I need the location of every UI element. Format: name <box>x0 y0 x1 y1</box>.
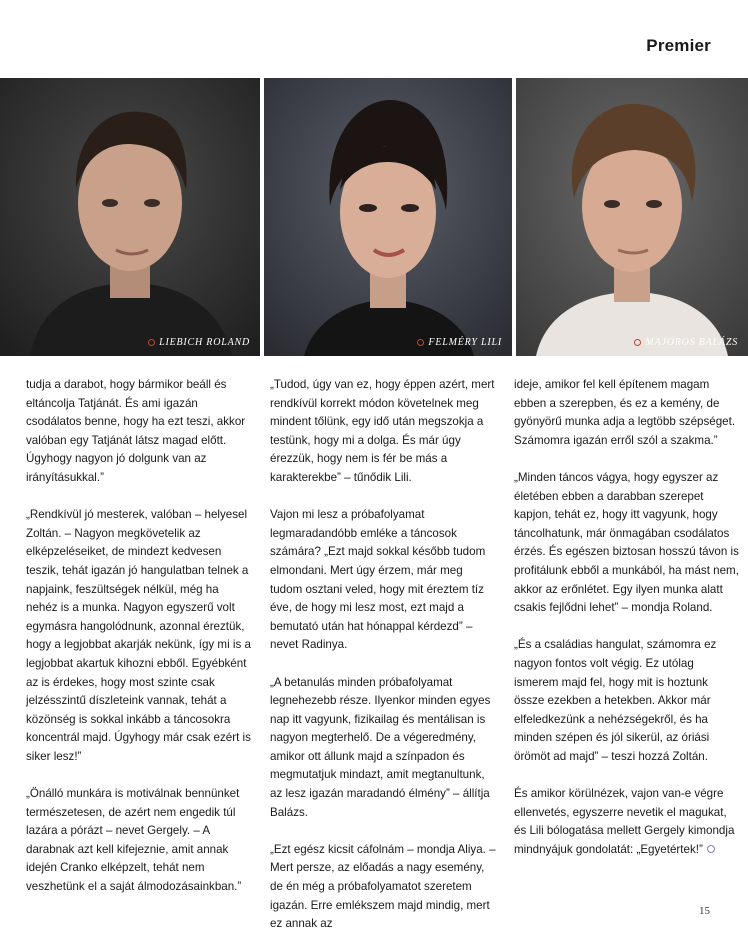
caption-bullet-icon <box>634 339 641 346</box>
portrait-photo-majoros-balazs <box>516 78 748 356</box>
caption-name: LIEBICH ROLAND <box>159 337 250 348</box>
photo-caption <box>148 337 250 348</box>
final-paragraph-text: És amikor körülnézek, vajon van-e végre ellenvetés, egyszerre nevetik el magukat, és Lili bólogatása mellett Gergely kimondja mindnyájuk gondolatát: „Egyetértek!” <box>514 787 735 856</box>
portrait-photo-liebich-roland <box>0 78 260 356</box>
paragraph: „Tudod, úgy van ez, hogy éppen azért, mert rendkívül korrekt módon követelnek meg mindent tőlünk, egy idő után megszokja a testünk, hogy mi a dolga. És már úgy érezzük, hogy nem is fér be más a karakterekbe” – tűnődik Lili. <box>270 378 495 484</box>
paragraph: „Ezt egész kicsit cáfolnám – mondja Aliya. – Mert persze, az előadás a nagy esemény, de én még a próbafolyamatot szeretem igazán. Erre emlékszem majd mindig, mert ez annak az <box>270 842 496 931</box>
paragraph: Vajon mi lesz a próbafolyamat legmaradandóbb emléke a táncosok számára? „Ezt majd sokkal később tudom elmondani. Mert úgy érzem, már meg tudom osztani veled, hogy mit éreztem tíz éve, de hogy mi lesz most, ezt majd a bemutató után hat hónappal kérdezd” – nevet Radinya. <box>270 508 486 652</box>
photo-caption <box>417 337 502 348</box>
portrait-illustration <box>516 78 748 356</box>
caption-bullet-icon <box>148 339 155 346</box>
paragraph: „És a családias hangulat, számomra ez nagyon fontos volt végig. Ez utólag ismerem majd fel, hogy mit is hoztunk össze ezekben a hetekben. Akkor már elfeledkezünk a nehézségekről, és ha minden szépen és jól sikerül, az óriási örömöt ad majd” – teszi hozzá Zoltán. <box>514 638 717 763</box>
paragraph: „Önálló munkára is motiválnak bennünket természetesen, de azért nem engedik túl lazára a pórázt – nevet Gergely. – A darabnak azt kell kifejeznie, amit annak idején Cranko elképzelt, tehát nem veszhetünk el a saját álmodozásainkban.” <box>26 787 242 894</box>
paragraph: „Minden táncos vágya, hogy egyszer az életében ebben a darabban szerepet kapjon, tehát ez, hogy itt vagyunk, hogy táncolhatunk, már önmagában csodálatos érzés. És egészen biztosan hosszú távon is profitálunk ebből a munkából, ha mást nem, akkor az erőnlétet. Egy ilyen munka alatt csakis fejlődni lehet” – mondja Roland. <box>514 470 739 615</box>
caption-name: MAJOROS BALÁZS <box>645 337 738 348</box>
text-column-1 <box>26 376 252 897</box>
section-title: Premier <box>646 36 711 55</box>
caption-bullet-icon <box>417 339 424 346</box>
paragraph: tudja a darabot, hogy bármikor beáll és eltáncolja Tatjánát. És ami igazán csodálatos benne, hogy ha ezt teszi, akkor valóban egy Tatjánát látsz magad előtt. Úgyhogy nagyon jó dolgunk van az irányításukkal.” <box>26 378 246 484</box>
paragraph: „Rendkívül jó mesterek, valóban – helyesel Zoltán. – Nagyon megkövetelik az elképzeléseiket, de mindezt kedvesen teszik, tehát igazán jó hangulatban telnek a napjaink, feszültségek nélkül, még ha nehéz is a munka. Nagyon egyszerű volt egymásra hangolódnunk, azonnal éreztük, hogy a legjobbat akarják nekünk, így mi is a legjobbat akartuk kihozni ebből. Egyébként az is érdekes, hogy most szinte csak jelzésszintű díszleteink vannak, tehát a közönség is sokkal inkább a táncosokra koncentrál majd. Úgyhogy már csak ezért is siker lesz!” <box>26 508 251 763</box>
paragraph-final <box>514 785 740 859</box>
page-number: 15 <box>699 905 710 917</box>
portrait-illustration <box>0 78 260 356</box>
paragraph: „A betanulás minden próbafolyamat legnehezebb része. Ilyenkor minden egyes nap itt vagyunk, fizikailag és mentálisan is nagyon megterhelő. De a végeredmény, amikor ott állunk majd a színpadon és megmutatjuk mindazt, amit megtanultunk, az lesz igazán maradandó élmény” – állítja Balázs. <box>270 675 491 819</box>
portrait-illustration <box>264 78 512 356</box>
text-column-2 <box>270 376 496 934</box>
article-end-circle-icon <box>707 845 715 853</box>
portrait-photo-felmery-lili <box>264 78 512 356</box>
photo-caption <box>634 337 738 348</box>
text-column-3 <box>514 376 740 859</box>
caption-name: FELMÉRY LILI <box>428 337 502 348</box>
paragraph: ideje, amikor fel kell építenem magam ebben a szerepben, és ez a kemény, de gyönyörű munka adja a legtöbb szépséget. Számomra igazán erről szól a szakma.” <box>514 378 736 447</box>
